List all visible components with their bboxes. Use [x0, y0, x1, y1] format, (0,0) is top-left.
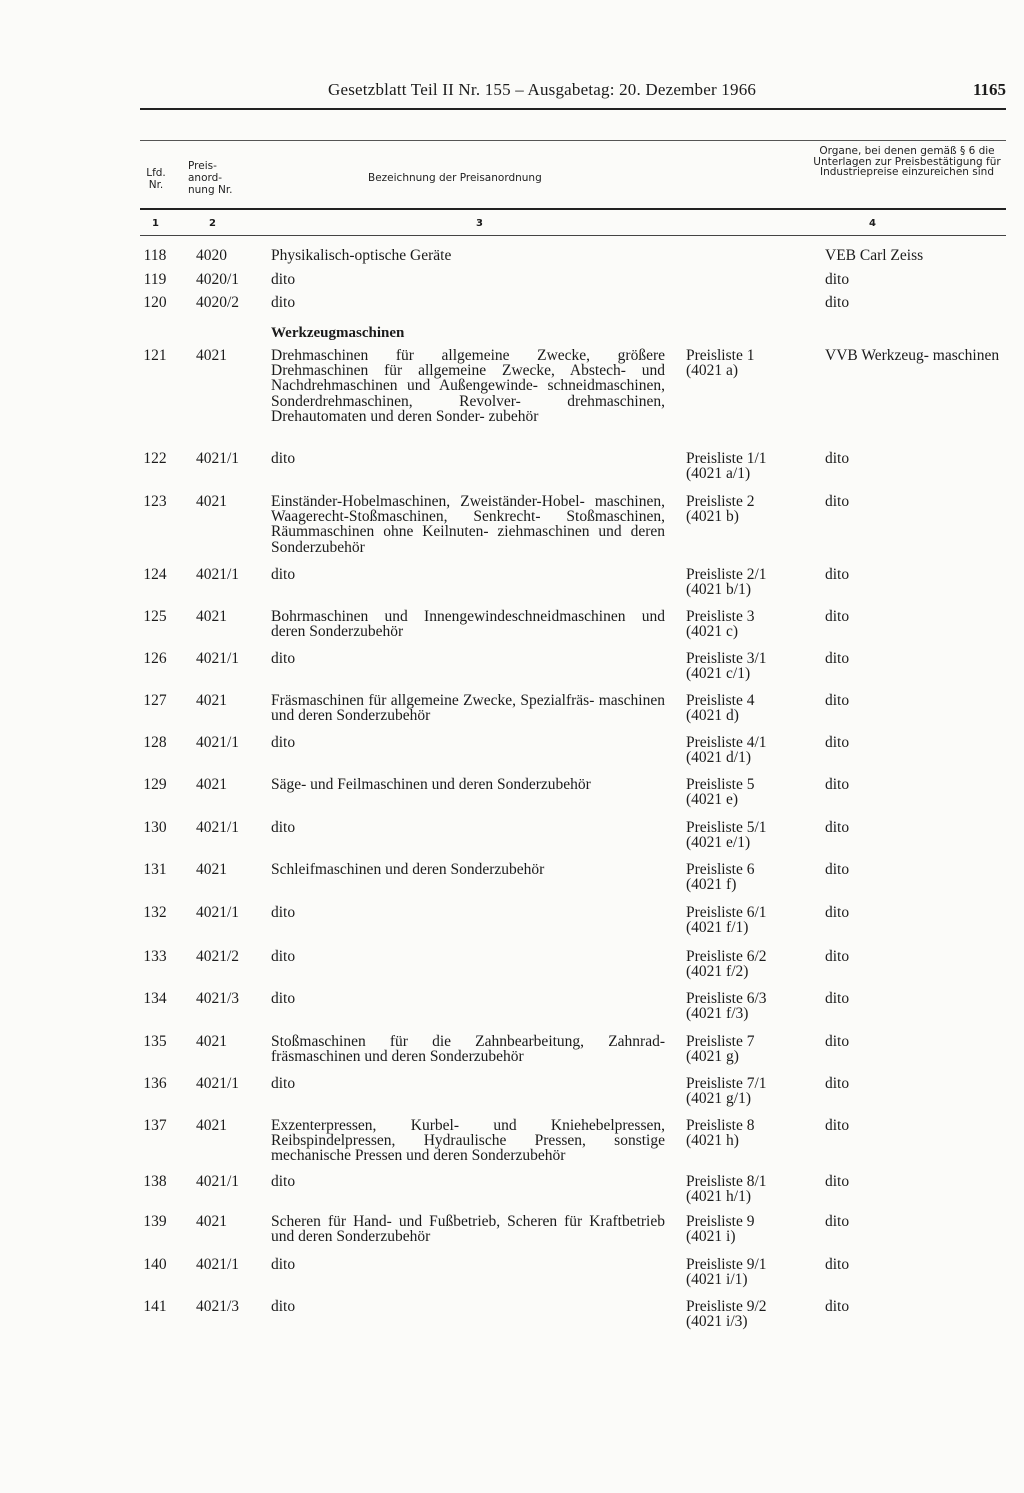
- row-bezeichnung: dito: [271, 1256, 296, 1273]
- row-organ: dito: [825, 776, 850, 793]
- row-preisliste: [686, 1299, 806, 1329]
- row-preisliste-code: (4021 b/1): [686, 581, 752, 599]
- row-organ: dito: [825, 294, 850, 311]
- row-organ: dito: [825, 904, 850, 921]
- row-preisanordnung: 4021: [196, 1117, 227, 1134]
- row-number: 134: [143, 990, 167, 1007]
- row-organ: VEB Carl Zeiss: [825, 247, 924, 264]
- row-number: 118: [143, 247, 167, 264]
- header-rule: [140, 108, 1006, 110]
- row-number: 125: [143, 608, 167, 625]
- page-title: Gesetzblatt Teil II Nr. 155 – Ausgabetag: 20. Dezember 1966: [328, 80, 757, 99]
- row-preisanordnung: 4021/1: [196, 1173, 240, 1190]
- row-preisliste-label: Preisliste 5: [686, 776, 755, 793]
- row-preisliste: [686, 651, 806, 681]
- row-number: 141: [143, 1298, 167, 1315]
- row-preisanordnung: 4021/3: [196, 1298, 240, 1315]
- row-preisanordnung: 4021/1: [196, 450, 240, 467]
- row-bezeichnung: dito: [271, 294, 296, 311]
- row-preisanordnung: 4021/1: [196, 1075, 240, 1092]
- row-organ: dito: [825, 1075, 850, 1092]
- row-organ: dito: [825, 948, 850, 965]
- row-bezeichnung: Einständer-Hobelmaschinen, Zweiständer-Hobel- maschinen, Waagerecht-Stoßmaschinen, Senkrecht- Stoßmaschinen, Räummaschinen ohne Keilnuten- ziehmaschinen und deren Sonderzubehör: [271, 493, 665, 556]
- row-bezeichnung: Physikalisch-optische Geräte: [271, 247, 452, 264]
- row-preisanordnung: 4021/1: [196, 566, 240, 583]
- row-preisanordnung: 4020/2: [196, 294, 240, 311]
- row-preisliste: [686, 1034, 806, 1064]
- row-number: 120: [143, 294, 167, 311]
- page-header: [140, 80, 1006, 104]
- row-preisliste: [686, 862, 806, 892]
- row-preisanordnung: 4021: [196, 692, 227, 709]
- row-number: 132: [143, 904, 167, 921]
- row-organ: dito: [825, 1256, 850, 1273]
- row-preisliste-code: (4021 b): [686, 508, 739, 526]
- row-preisliste: [686, 1174, 806, 1204]
- row-number: 123: [143, 493, 167, 510]
- row-preisanordnung: 4021: [196, 1213, 227, 1230]
- column-header-organe: Organe, bei denen gemäß § 6 die Unterlagen zur Preisbestätigung für Industriepreise einzureichen sind: [813, 145, 1001, 178]
- row-preisliste-label: Preisliste 6/1: [686, 904, 767, 921]
- row-preisliste: [686, 820, 806, 850]
- row-bezeichnung: Fräsmaschinen für allgemeine Zwecke, Spezialfräs- maschinen und deren Sonderzubehör: [271, 692, 665, 725]
- column-header-lfd-nr: Lfd. Nr.: [146, 167, 166, 191]
- row-bezeichnung: dito: [271, 1075, 296, 1092]
- row-preisanordnung: 4021/1: [196, 819, 240, 836]
- row-preisanordnung: 4021/1: [196, 1256, 240, 1273]
- row-number: 128: [143, 734, 167, 751]
- row-organ: dito: [825, 608, 850, 625]
- row-preisliste-label: Preisliste 8: [686, 1117, 755, 1134]
- row-preisliste-label: Preisliste 2/1: [686, 566, 767, 583]
- row-organ: dito: [825, 861, 850, 878]
- row-preisliste-code: (4021 a): [686, 362, 739, 380]
- row-preisliste-label: Preisliste 4/1: [686, 734, 767, 751]
- row-number: 136: [143, 1075, 167, 1092]
- column-header-rule: [140, 208, 1006, 210]
- row-bezeichnung: Bohrmaschinen und Innengewindeschneidmaschinen und deren Sonderzubehör: [271, 608, 665, 641]
- row-bezeichnung: dito: [271, 566, 296, 583]
- row-bezeichnung: dito: [271, 650, 296, 667]
- row-number: 133: [143, 948, 167, 965]
- row-organ: dito: [825, 271, 850, 288]
- row-preisanordnung: 4021/3: [196, 990, 240, 1007]
- row-preisanordnung: 4021: [196, 347, 227, 364]
- row-preisliste-code: (4021 e): [686, 791, 739, 809]
- row-preisanordnung: 4020: [196, 247, 227, 264]
- row-preisliste-label: Preisliste 3/1: [686, 650, 767, 667]
- row-preisliste: [686, 735, 806, 765]
- row-preisliste-label: Preisliste 2: [686, 493, 755, 510]
- row-preisliste-label: Preisliste 7/1: [686, 1075, 767, 1092]
- row-number: 131: [143, 861, 167, 878]
- row-preisanordnung: 4021: [196, 776, 227, 793]
- row-organ: dito: [825, 1033, 850, 1050]
- row-preisanordnung: 4020/1: [196, 271, 240, 288]
- row-preisliste: [686, 1214, 806, 1244]
- column-number-rule: [140, 235, 1006, 236]
- row-organ: dito: [825, 650, 850, 667]
- page-number: 1165: [972, 80, 1006, 99]
- row-bezeichnung: dito: [271, 1298, 296, 1315]
- row-bezeichnung: dito: [271, 948, 296, 965]
- row-bezeichnung: dito: [271, 990, 296, 1007]
- row-preisanordnung: 4021/1: [196, 734, 240, 751]
- row-preisanordnung: 4021: [196, 493, 227, 510]
- column-number-4: 4: [869, 218, 876, 229]
- row-number: 121: [143, 347, 167, 364]
- row-preisliste-label: Preisliste 8/1: [686, 1173, 767, 1190]
- row-preisliste: [686, 1257, 806, 1287]
- row-preisliste: [686, 1118, 806, 1148]
- row-bezeichnung: dito: [271, 1173, 296, 1190]
- row-preisliste: [686, 451, 806, 481]
- row-preisliste: [686, 693, 806, 723]
- row-bezeichnung: dito: [271, 450, 296, 467]
- row-bezeichnung: Säge- und Feilmaschinen und deren Sonderzubehör: [271, 776, 591, 793]
- row-preisliste-label: Preisliste 9/1: [686, 1256, 767, 1273]
- row-number: 140: [143, 1256, 167, 1273]
- row-preisliste-code: (4021 c/1): [686, 665, 751, 683]
- row-preisliste-label: Preisliste 7: [686, 1033, 755, 1050]
- row-bezeichnung: Exzenterpressen, Kurbel- und Kniehebelpressen, Reibspindelpressen, Hydraulische Pressen, sonstige mechanische Pressen und deren Sonderzubehör: [271, 1117, 665, 1165]
- row-preisanordnung: 4021/1: [196, 904, 240, 921]
- row-preisliste: [686, 991, 806, 1021]
- row-organ: dito: [825, 1173, 850, 1190]
- row-preisliste-code: (4021 f): [686, 876, 737, 894]
- row-preisliste: [686, 494, 806, 524]
- row-organ: dito: [825, 692, 850, 709]
- row-preisliste-label: Preisliste 6: [686, 861, 755, 878]
- row-preisliste-label: Preisliste 6/3: [686, 990, 767, 1007]
- row-organ: dito: [825, 1298, 850, 1315]
- row-preisliste: [686, 1076, 806, 1106]
- row-preisliste: [686, 609, 806, 639]
- row-preisliste: [686, 348, 806, 378]
- row-bezeichnung: Stoßmaschinen für die Zahnbearbeitung, Zahnrad- fräsmaschinen und deren Sonderzubehör: [271, 1033, 665, 1066]
- row-preisliste-code: (4021 i): [686, 1228, 736, 1246]
- row-number: 130: [143, 819, 167, 836]
- column-header-bezeichnung: Bezeichnung der Preisanordnung: [368, 172, 542, 184]
- row-preisliste-code: (4021 i/3): [686, 1313, 748, 1331]
- row-preisliste-code: (4021 d/1): [686, 749, 752, 767]
- row-organ: dito: [825, 734, 850, 751]
- row-preisliste-code: (4021 c): [686, 623, 739, 641]
- row-preisanordnung: 4021/2: [196, 948, 240, 965]
- row-bezeichnung: dito: [271, 734, 296, 751]
- row-organ: dito: [825, 1117, 850, 1134]
- row-preisliste-label: Preisliste 9: [686, 1213, 755, 1230]
- row-bezeichnung: dito: [271, 904, 296, 921]
- row-number: 138: [143, 1173, 167, 1190]
- row-organ: dito: [825, 493, 850, 510]
- row-number: 127: [143, 692, 167, 709]
- row-preisanordnung: 4021/1: [196, 650, 240, 667]
- row-preisliste-code: (4021 h/1): [686, 1188, 752, 1206]
- table-top-rule: [140, 140, 1006, 141]
- row-bezeichnung: Schleifmaschinen und deren Sonderzubehör: [271, 861, 545, 878]
- row-organ: dito: [825, 450, 850, 467]
- row-number: 126: [143, 650, 167, 667]
- column-number-3: 3: [476, 218, 483, 229]
- row-organ: dito: [825, 990, 850, 1007]
- row-preisanordnung: 4021: [196, 608, 227, 625]
- row-preisanordnung: 4021: [196, 861, 227, 878]
- column-number-1: 1: [152, 218, 159, 229]
- row-number: 124: [143, 566, 167, 583]
- row-number: 122: [143, 450, 167, 467]
- row-preisliste-code: (4021 f/2): [686, 963, 749, 981]
- row-preisliste-code: (4021 d): [686, 707, 739, 725]
- row-preisliste: [686, 905, 806, 935]
- section-heading: Werkzeugmaschinen: [271, 325, 405, 341]
- row-number: 139: [143, 1213, 167, 1230]
- row-preisliste-label: Preisliste 6/2: [686, 948, 767, 965]
- row-organ: dito: [825, 1213, 850, 1230]
- row-preisliste: [686, 777, 806, 807]
- row-organ: dito: [825, 819, 850, 836]
- row-preisliste-label: Preisliste 9/2: [686, 1298, 767, 1315]
- row-preisliste-label: Preisliste 5/1: [686, 819, 767, 836]
- row-preisliste-label: Preisliste 4: [686, 692, 755, 709]
- row-number: 119: [143, 271, 167, 288]
- row-preisliste-code: (4021 f/1): [686, 919, 749, 937]
- column-number-2: 2: [209, 218, 216, 229]
- row-bezeichnung: Scheren für Hand- und Fußbetrieb, Scheren für Kraftbetrieb und deren Sonderzubehör: [271, 1213, 665, 1246]
- row-preisliste-code: (4021 e/1): [686, 834, 751, 852]
- row-preisliste: [686, 949, 806, 979]
- row-preisliste-code: (4021 i/1): [686, 1271, 748, 1289]
- row-preisanordnung: 4021: [196, 1033, 227, 1050]
- row-preisliste-code: (4021 a/1): [686, 465, 751, 483]
- row-organ: VVB Werkzeug- maschinen: [825, 347, 1000, 364]
- row-number: 135: [143, 1033, 167, 1050]
- row-bezeichnung: dito: [271, 271, 296, 288]
- row-preisliste-label: Preisliste 3: [686, 608, 755, 625]
- row-preisliste-code: (4021 h): [686, 1132, 739, 1150]
- row-number: 129: [143, 776, 167, 793]
- row-preisliste: [686, 567, 806, 597]
- column-header-preisanordnung: Preis- anord- nung Nr.: [188, 160, 233, 196]
- row-preisliste-code: (4021 f/3): [686, 1005, 749, 1023]
- row-bezeichnung: dito: [271, 819, 296, 836]
- row-preisliste-code: (4021 g/1): [686, 1090, 752, 1108]
- row-bezeichnung: Drehmaschinen für allgemeine Zwecke, größere Drehmaschinen für allgemeine Zwecke, Abstech- und Nachdrehmaschinen und Außengewinde- schneidmaschinen, Sonderdrehmaschinen, Revolver- drehmaschinen, Drehautomaten und deren Sonder- zubehör: [271, 347, 665, 425]
- row-preisliste-code: (4021 g): [686, 1048, 739, 1066]
- row-number: 137: [143, 1117, 167, 1134]
- row-organ: dito: [825, 566, 850, 583]
- row-preisliste-label: Preisliste 1/1: [686, 450, 767, 467]
- row-preisliste-label: Preisliste 1: [686, 347, 755, 364]
